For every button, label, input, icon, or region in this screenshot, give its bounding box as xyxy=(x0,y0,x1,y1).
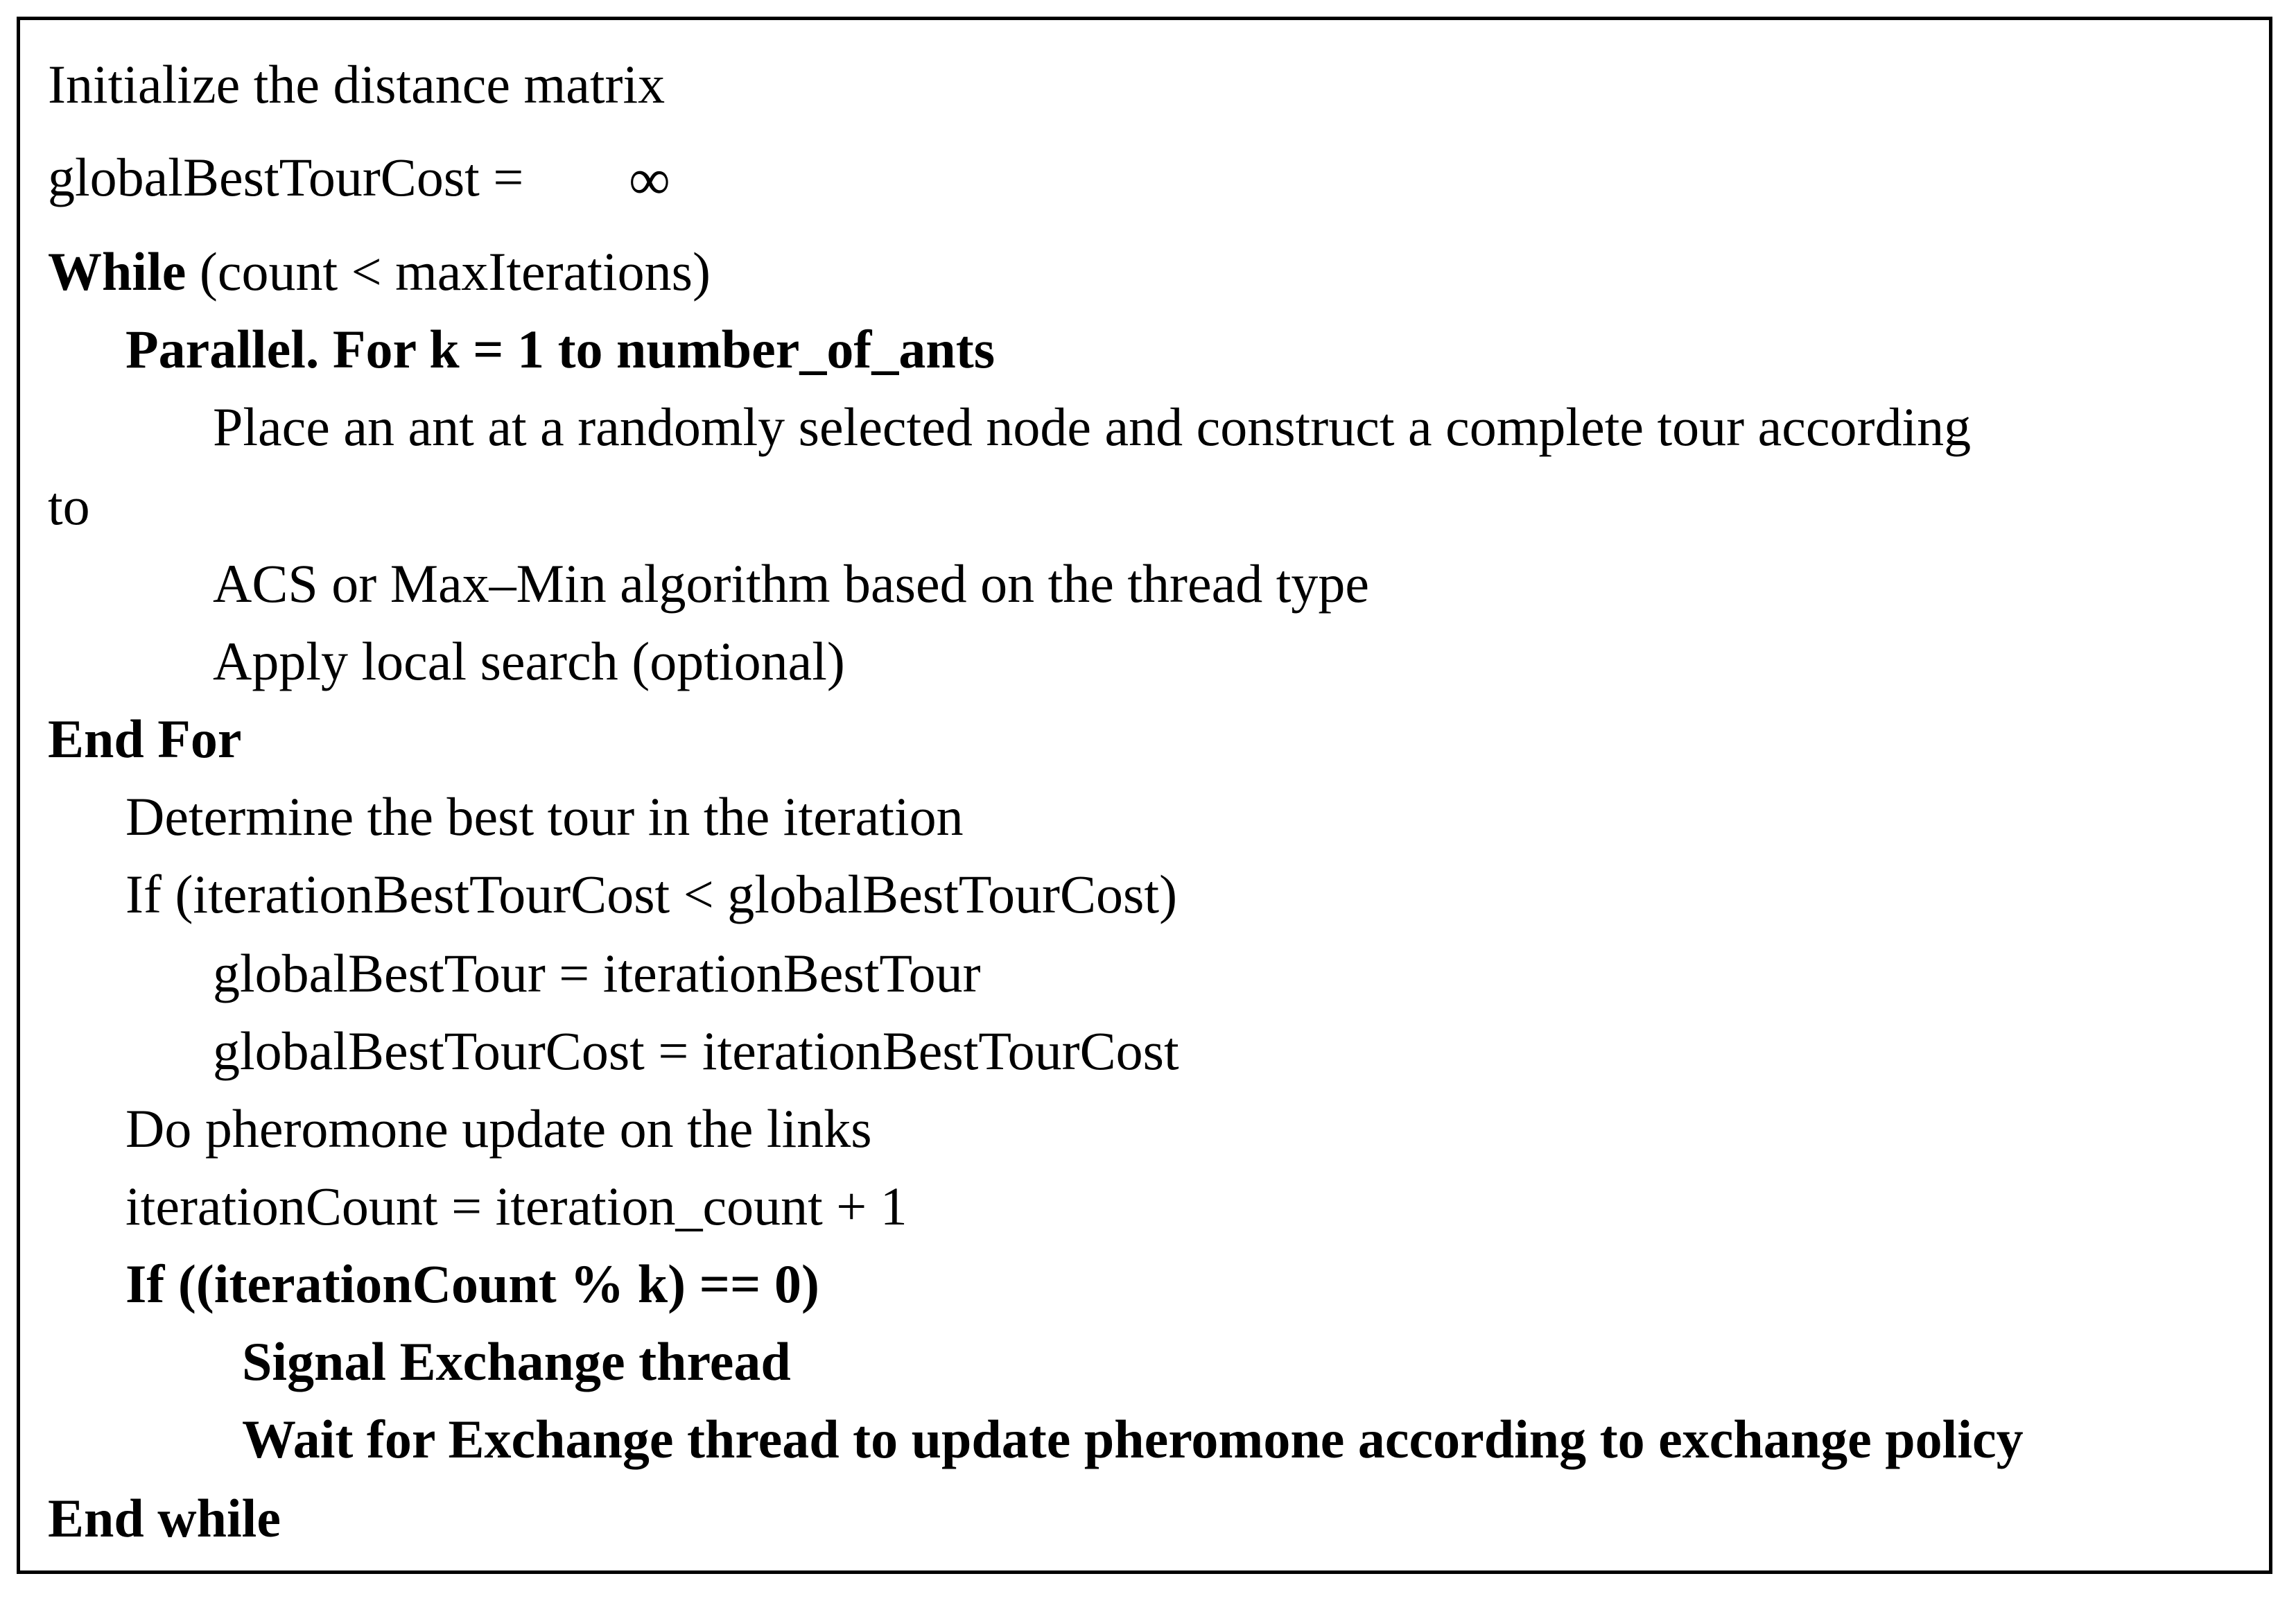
algorithm-box xyxy=(17,17,2272,1574)
line-acs-maxmin: ACS or Max–Min algorithm based on the thread type xyxy=(213,553,1370,614)
line-parallel-for: Parallel. For k = 1 to number_of_ants xyxy=(125,319,995,379)
line-place-ant: Place an ant at a randomly selected node and construct a complete tour according xyxy=(213,397,1972,457)
while-condition: (count < maxIterations) xyxy=(186,241,711,302)
line-global-best-tour-cost: globalBestTourCost = iterationBestTourCost xyxy=(213,1021,1179,1081)
line-end-for: End For xyxy=(48,709,242,769)
line-determine-best-tour: Determine the best tour in the iteration xyxy=(125,786,964,847)
line-global-best-init: globalBestTourCost = xyxy=(48,147,524,207)
line-signal-exchange: Signal Exchange thread xyxy=(242,1331,791,1392)
line-iteration-count: iterationCount = iteration_count + 1 xyxy=(125,1176,907,1236)
infinity-symbol: ∞ xyxy=(629,148,670,212)
line-end-while: End while xyxy=(48,1488,281,1548)
line-local-search: Apply local search (optional) xyxy=(213,631,845,691)
line-while xyxy=(48,241,711,302)
line-global-best-tour: globalBestTour = iterationBestTour xyxy=(213,943,981,1003)
while-keyword: While xyxy=(48,241,186,302)
line-initialize-distance-matrix: Initialize the distance matrix xyxy=(48,54,666,114)
line-to: to xyxy=(48,476,90,536)
line-pheromone-update: Do pheromone update on the links xyxy=(125,1098,872,1159)
line-if-iteration-best: If (iterationBestTourCost < globalBestTourCost) xyxy=(125,864,1178,924)
line-if-modulo: If ((iterationCount % k) == 0) xyxy=(125,1254,819,1314)
line-wait-exchange: Wait for Exchange thread to update pheromone according to exchange policy xyxy=(242,1409,2024,1469)
